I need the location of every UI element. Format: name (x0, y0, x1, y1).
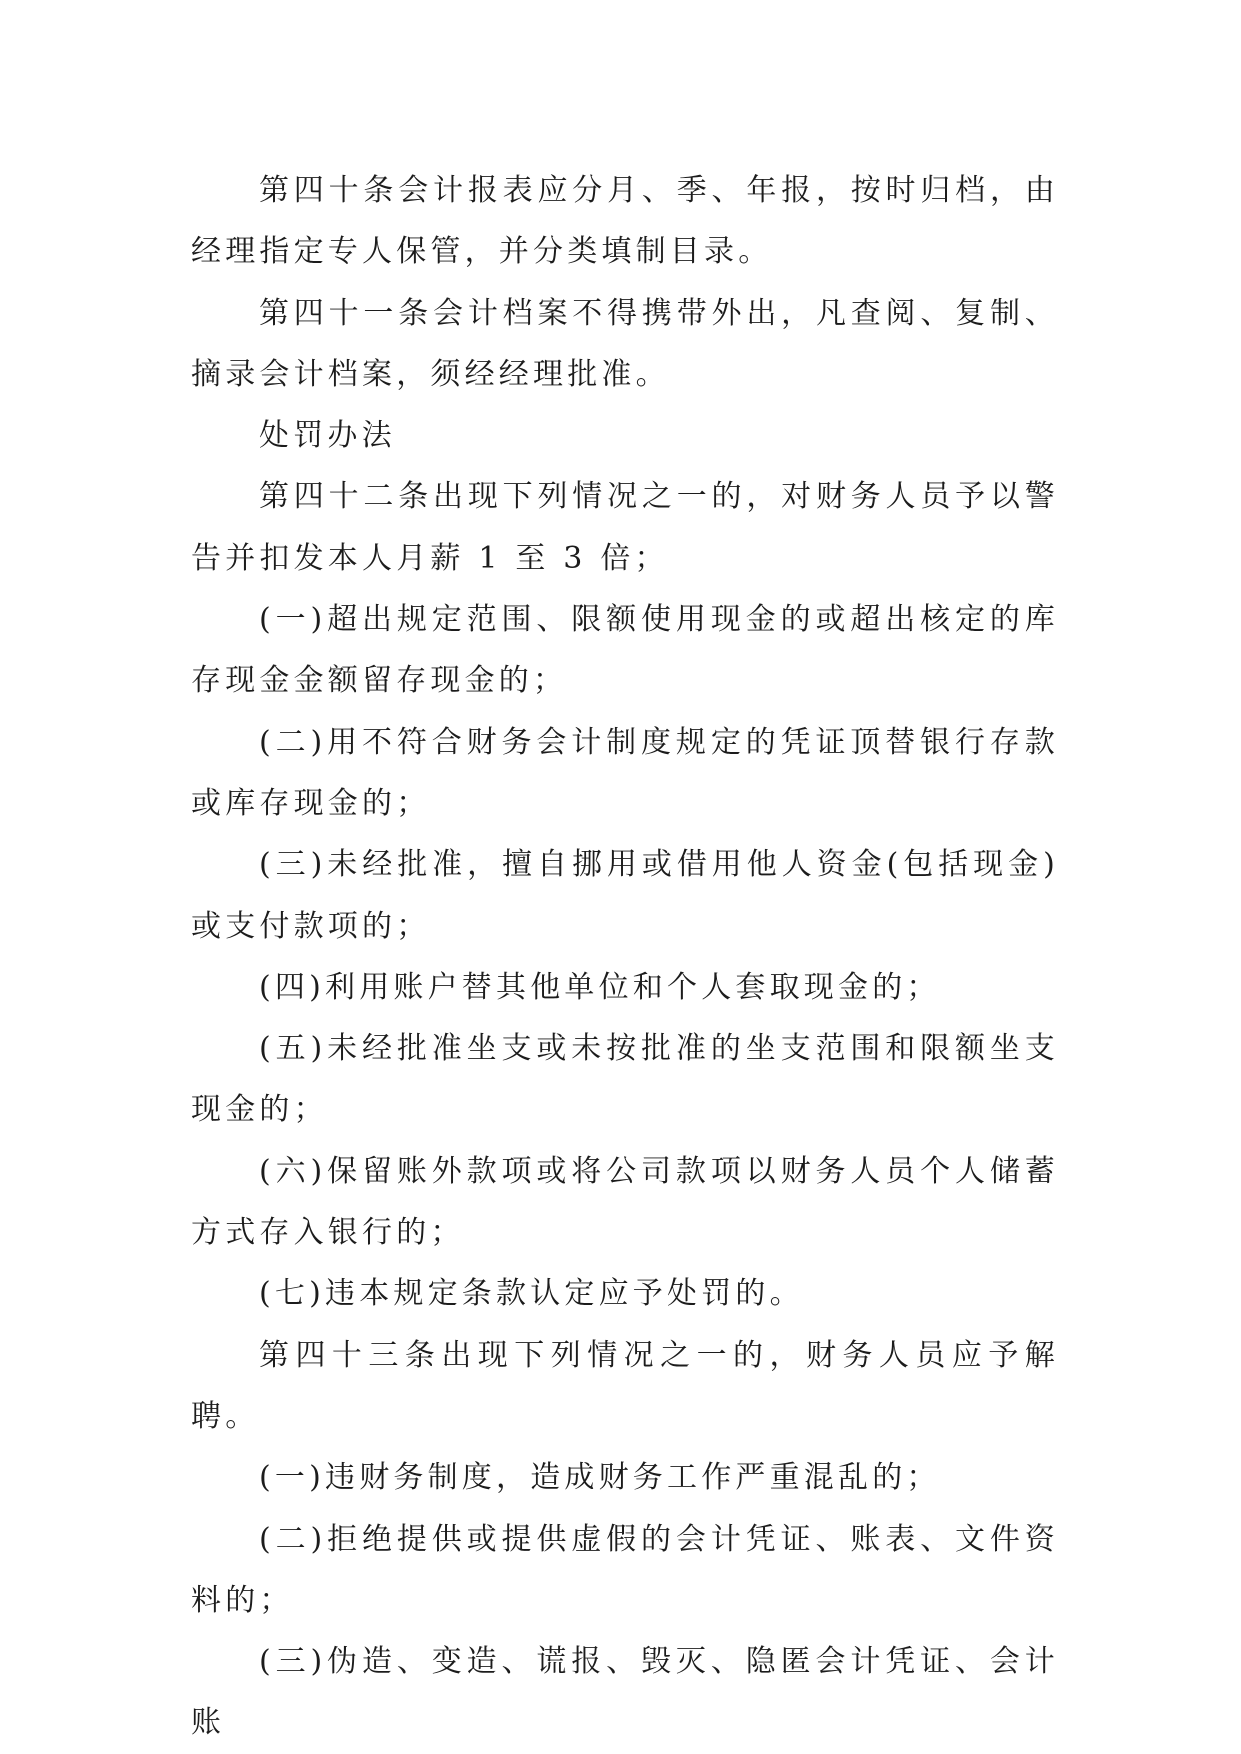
list-item-42-5: (五)未经批准坐支或未按批准的坐支范围和限额坐支现金的； (191, 1031, 1059, 1128)
list-item-42-7: (七)违本规定条款认定应予处罚的。 (259, 1276, 804, 1312)
document-body (191, 160, 1059, 1754)
list-item-42-6: (六)保留账外款项或将公司款项以财务人员个人储蓄方式存入银行的； (191, 1153, 1059, 1251)
section-heading-penalties: 处罚办法 (259, 418, 396, 454)
list-item-42-1: (一)超出规定范围、限额使用现金的或超出核定的库存现金金额留存现金的； (191, 602, 1059, 699)
list-item-42-4: (四)利用账户替其他单位和个人套取现金的； (259, 969, 941, 1005)
list-item-43-2: (二)拒绝提供或提供虚假的会计凭证、账表、文件资料的； (191, 1521, 1059, 1618)
paragraph-article-42: 第四十二条出现下列情况之一的，对财务人员予以警告并扣发本人月薪 1 至 3 倍； (191, 479, 1059, 576)
paragraph-article-41: 第四十一条会计档案不得携带外出，凡查阅、复制、摘录会计档案，须经经理批准。 (191, 295, 1059, 392)
paragraph-article-43: 第四十三条出现下列情况之一的，财务人员应予解聘。 (191, 1337, 1059, 1434)
list-item-43-3: (三)伪造、变造、谎报、毁灭、隐匿会计凭证、会计账 (191, 1644, 1059, 1741)
list-item-42-3: (三)未经批准，擅自挪用或借用他人资金(包括现金)或支付款项的； (191, 847, 1059, 944)
list-item-42-2: (二)用不符合财务会计制度规定的凭证顶替银行存款或库存现金的； (191, 724, 1059, 821)
paragraph-article-40: 第四十条会计报表应分月、季、年报，按时归档，由经理指定专人保管，并分类填制目录。 (191, 173, 1059, 270)
list-item-43-1: (一)违财务制度，造成财务工作严重混乱的； (259, 1460, 941, 1496)
